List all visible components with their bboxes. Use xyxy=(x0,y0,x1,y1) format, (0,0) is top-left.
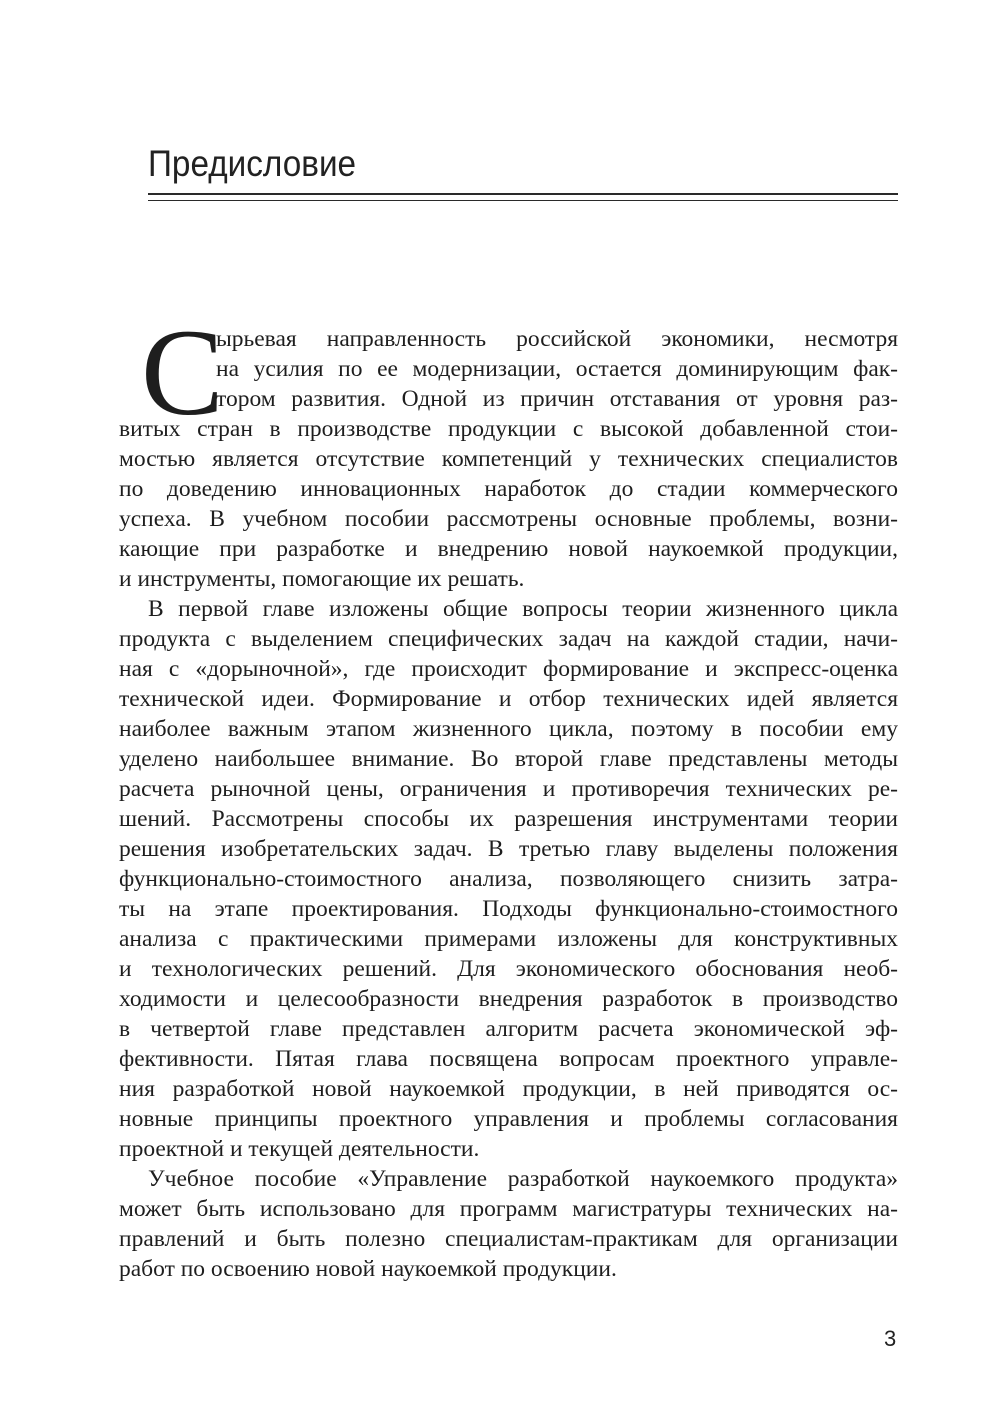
paragraph-line: шений. Рассмотрены способы их разрешения инструментами теории xyxy=(119,806,898,832)
paragraph-line: проектной и текущей деятельности. xyxy=(119,1136,480,1162)
paragraph-line: в четвертой главе представлен алгоритм расчета экономической эф- xyxy=(119,1016,898,1042)
page-number: 3 xyxy=(884,1326,897,1351)
paragraph-line: ты на этапе проектирования. Подходы функционально-стоимостного xyxy=(119,896,898,922)
paragraph-line: правлений и быть полезно специалистам-практикам для организации xyxy=(119,1226,898,1252)
paragraph-line: ния разработкой новой наукоемкой продукции, в ней приводятся ос- xyxy=(119,1076,898,1102)
drop-cap: С xyxy=(141,304,224,441)
paragraph-line: наиболее важным этапом жизненного цикла, поэтому в пособии ему xyxy=(119,716,898,742)
paragraph-line: продукта с выделением специфических задач на каждой стадии, начи- xyxy=(119,626,898,652)
paragraph-line: на усилия по ее модернизации, остается доминирующим фак- xyxy=(216,356,898,382)
paragraph-line: Учебное пособие «Управление разработкой наукоемкого продукта» xyxy=(148,1166,898,1192)
paragraph-line: В первой главе изложены общие вопросы теории жизненного цикла xyxy=(148,596,898,622)
title-rule-thin xyxy=(148,200,898,201)
paragraph-line: тором развития. Одной из причин отставания от уровня раз- xyxy=(216,386,898,412)
paragraph-line: анализа с практическими примерами изложены для конструктивных xyxy=(119,926,898,952)
title-rule-thick xyxy=(148,193,898,195)
paragraph-line: решения изобретательских задач. В третью главу выделены положения xyxy=(119,836,898,862)
paragraph-line: функционально-стоимостного анализа, позволяющего снизить затра- xyxy=(119,866,898,892)
paragraph-line: кающие при разработке и внедрению новой наукоемкой продукции, xyxy=(119,536,898,562)
paragraph-line: витых стран в производстве продукции с высокой добавленной стои- xyxy=(119,416,898,442)
paragraph-line: работ по освоению новой наукоемкой продукции. xyxy=(119,1256,617,1282)
paragraph-line: ная с «дорыночной», где происходит формирование и экспресс-оценка xyxy=(119,656,898,682)
paragraph-line: фективности. Пятая глава посвящена вопросам проектного управле- xyxy=(119,1046,898,1072)
paragraph-line: расчета рыночной цены, ограничения и противоречия технических ре- xyxy=(119,776,898,802)
paragraph-line: новные принципы проектного управления и проблемы согласования xyxy=(119,1106,898,1132)
paragraph-line: успеха. В учебном пособии рассмотрены основные проблемы, возни- xyxy=(119,506,898,532)
paragraph-line: по доведению инновационных наработок до стадии коммерческого xyxy=(119,476,898,502)
paragraph-line: технической идеи. Формирование и отбор технических идей является xyxy=(119,686,898,712)
paragraph-line: может быть использовано для программ магистратуры технических на- xyxy=(119,1196,898,1222)
page-title: Предисловие xyxy=(148,143,357,184)
paragraph-line: ходимости и целесообразности внедрения разработок в производство xyxy=(119,986,898,1012)
paragraph-line: уделено наибольшее внимание. Во второй главе представлены методы xyxy=(119,746,898,772)
paragraph-line: и инструменты, помогающие их решать. xyxy=(119,566,525,592)
paragraph-line: мостью является отсутствие компетенций у технических специалистов xyxy=(119,446,898,472)
paragraph-line: ырьевая направленность российской экономики, несмотря xyxy=(216,326,898,352)
paragraph-line: и технологических решений. Для экономического обоснования необ- xyxy=(119,956,898,982)
